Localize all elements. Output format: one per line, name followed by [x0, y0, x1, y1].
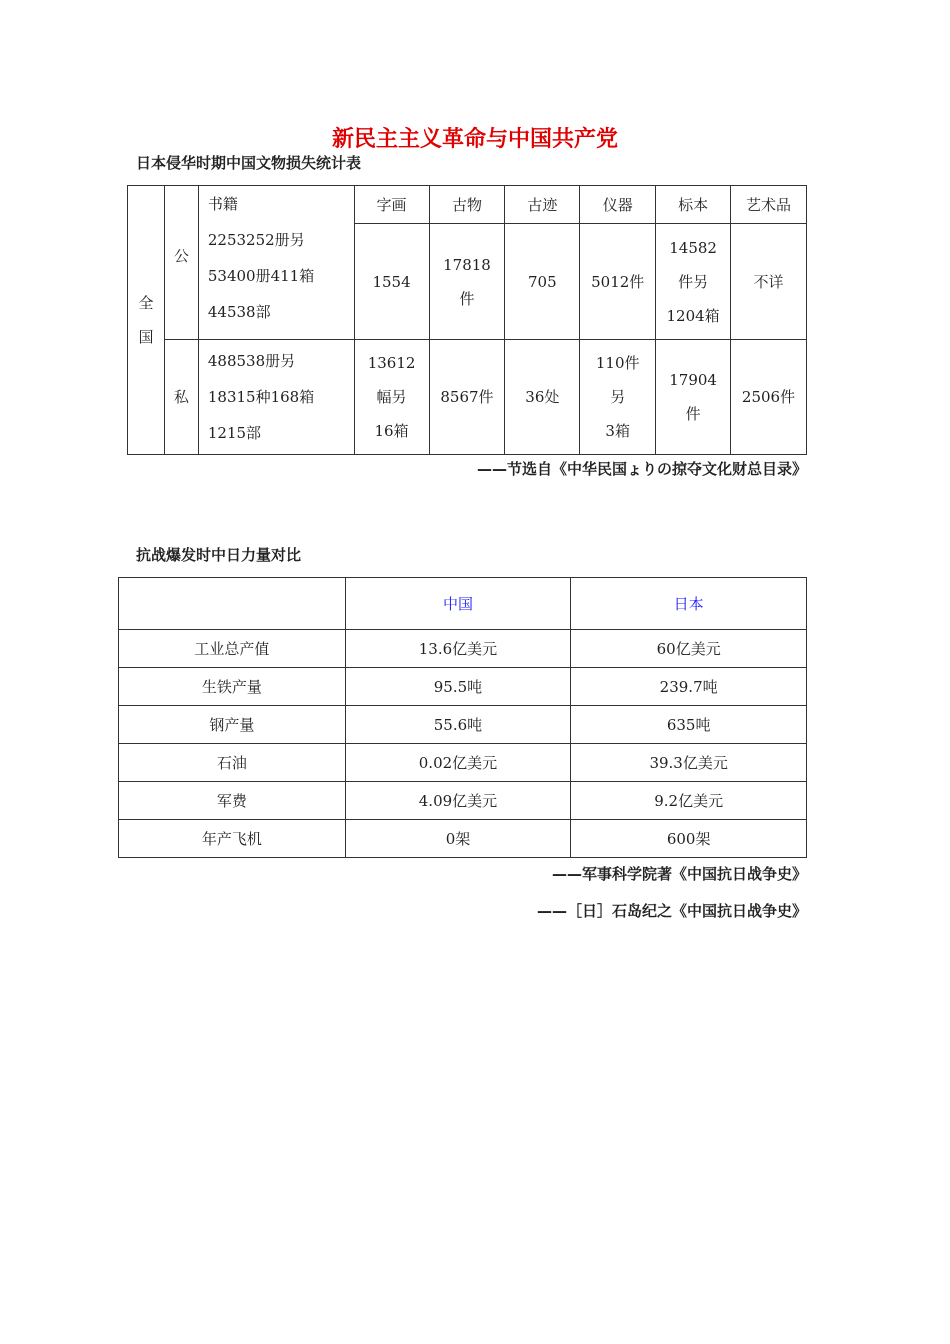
table1-source: ——节选自《中华民国ょりの掠夺文化财总目录》 [476, 460, 807, 478]
table-row [119, 820, 807, 858]
header-instruments: 仪器 [580, 186, 656, 224]
relic-loss-table [127, 185, 807, 455]
public-instruments: 5012件 [580, 224, 656, 340]
header-artworks: 艺术品 [731, 186, 807, 224]
row-china: 55.6吨 [345, 706, 571, 744]
row-item: 生铁产量 [119, 668, 346, 706]
public-antiques: 17818 件 [429, 224, 505, 340]
row-china: 0架 [345, 820, 571, 858]
header-calligraphy: 字画 [354, 186, 429, 224]
row-japan: 239.7吨 [571, 668, 807, 706]
header-antiques: 古物 [429, 186, 505, 224]
private-books-cell: 488538册另 18315种168箱 1215部 [198, 340, 354, 455]
row-japan: 60亿美元 [571, 630, 807, 668]
header-china: 中国 [345, 578, 571, 630]
table-row [119, 668, 807, 706]
public-books-cell: 书籍 2253252册另 53400册411箱 44538部 [198, 186, 354, 340]
private-relics: 36处 [505, 340, 580, 455]
private-artworks: 2506件 [731, 340, 807, 455]
row-japan: 635吨 [571, 706, 807, 744]
table-row [119, 782, 807, 820]
row-japan: 9.2亿美元 [571, 782, 807, 820]
row-china: 4.09亿美元 [345, 782, 571, 820]
table-row [119, 630, 807, 668]
private-specimens: 17904 件 [656, 340, 731, 455]
row-china: 13.6亿美元 [345, 630, 571, 668]
private-antiques: 8567件 [429, 340, 505, 455]
table2-source-2: ——［日］石岛纪之《中国抗日战争史》 [536, 902, 807, 920]
row-item: 钢产量 [119, 706, 346, 744]
row-item: 石油 [119, 744, 346, 782]
header-relics: 古迹 [505, 186, 580, 224]
row-item: 军费 [119, 782, 346, 820]
row-item: 工业总产值 [119, 630, 346, 668]
table2-source-1: ——军事科学院著《中国抗日战争史》 [551, 865, 807, 883]
row-japan: 39.3亿美元 [571, 744, 807, 782]
row-item: 年产飞机 [119, 820, 346, 858]
table2-caption: 抗战爆发时中日力量对比 [136, 546, 302, 564]
table1-caption: 日本侵华时期中国文物损失统计表 [136, 154, 362, 172]
private-label: 私 [164, 340, 198, 455]
strength-comparison-table [118, 577, 807, 858]
private-instruments: 110件 另 3箱 [580, 340, 656, 455]
header-japan: 日本 [571, 578, 807, 630]
public-calligraphy: 1554 [354, 224, 429, 340]
header-specimens: 标本 [656, 186, 731, 224]
public-relics: 705 [505, 224, 580, 340]
table-row [119, 706, 807, 744]
region-cell: 全 国 [128, 186, 165, 455]
public-label: 公 [164, 186, 198, 340]
private-calligraphy: 13612 幅另 16箱 [354, 340, 429, 455]
row-china: 0.02亿美元 [345, 744, 571, 782]
row-japan: 600架 [571, 820, 807, 858]
row-china: 95.5吨 [345, 668, 571, 706]
public-specimens: 14582 件另 1204箱 [656, 224, 731, 340]
page-title: 新民主主义革命与中国共产党 [331, 127, 618, 152]
table-row [119, 744, 807, 782]
public-artworks: 不详 [731, 224, 807, 340]
header-empty [119, 578, 346, 630]
